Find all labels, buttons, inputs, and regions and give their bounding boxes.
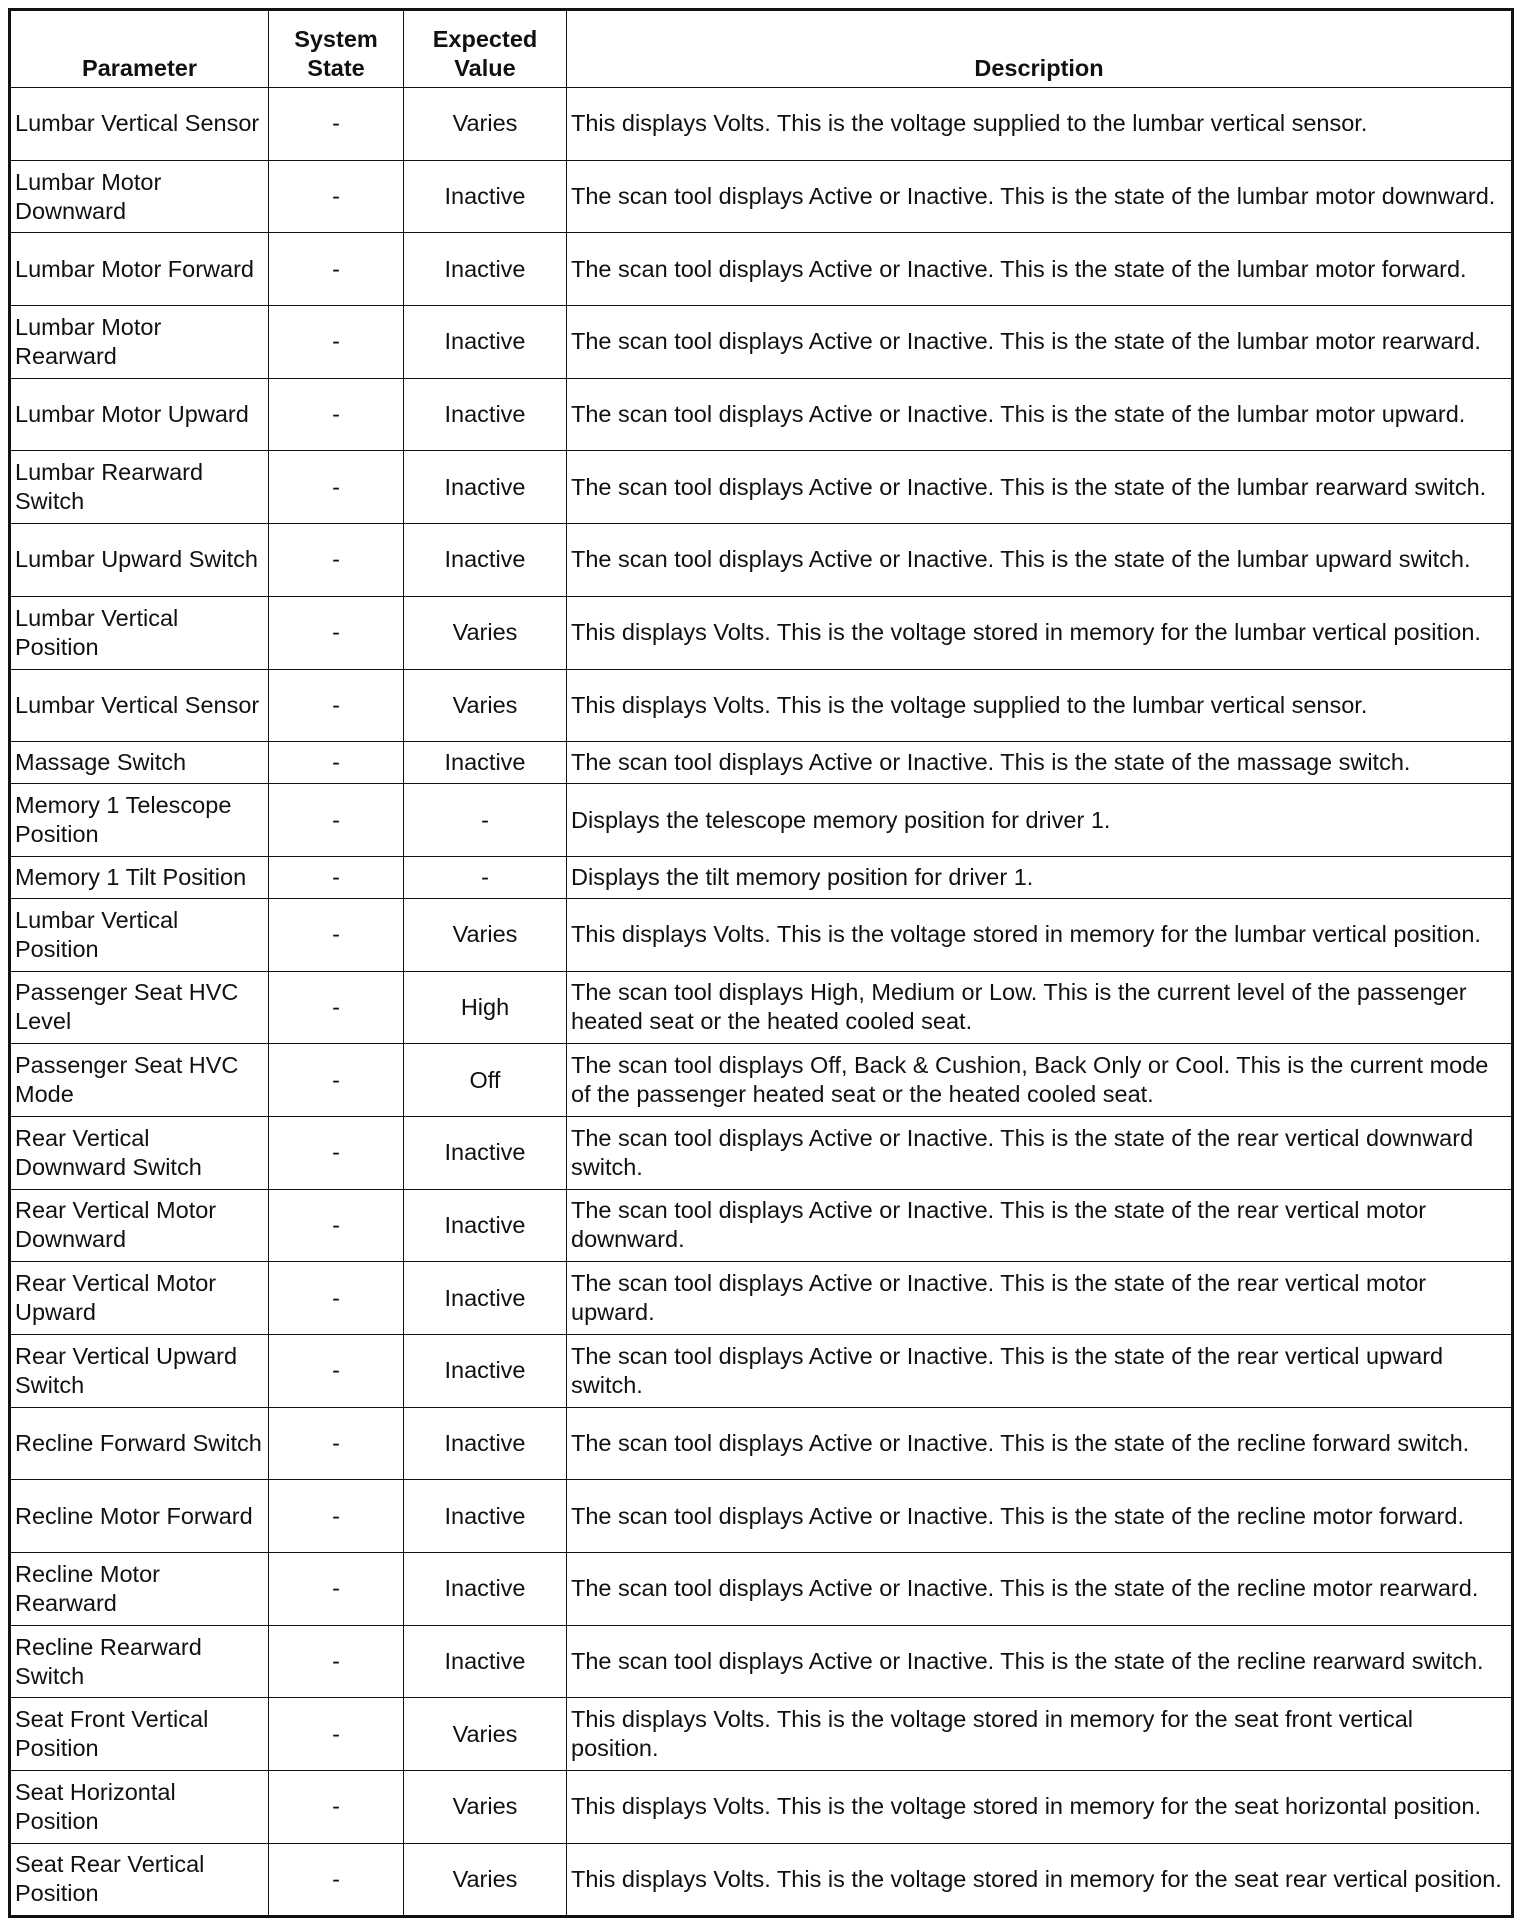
table-row (10, 524, 1513, 597)
description-cell: The scan tool displays Active or Inactive. This is the state of the lumbar motor downward. (567, 160, 1513, 233)
table-row (10, 1189, 1513, 1262)
system-state-cell: - (269, 971, 404, 1044)
system-state-cell: - (269, 1480, 404, 1553)
header-system-state (269, 10, 404, 88)
expected-value-cell: High (404, 971, 567, 1044)
description-cell: The scan tool displays Active or Inactive. This is the state of the rear vertical downward switch. (567, 1116, 1513, 1189)
system-state-cell: - (269, 742, 404, 784)
expected-value-cell: Varies (404, 898, 567, 971)
description-cell: The scan tool displays Active or Inactive. This is the state of the recline motor rearward. (567, 1553, 1513, 1626)
parameter-cell: Lumbar Upward Switch (10, 524, 269, 597)
table-row (10, 1625, 1513, 1698)
parameter-cell: Rear Vertical Downward Switch (10, 1116, 269, 1189)
expected-value-cell: Off (404, 1044, 567, 1117)
system-state-cell: - (269, 1262, 404, 1335)
expected-value-cell: Inactive (404, 1625, 567, 1698)
header-expected-value (404, 10, 567, 88)
parameter-cell: Passenger Seat HVC Mode (10, 1044, 269, 1117)
parameter-cell: Recline Motor Rearward (10, 1553, 269, 1626)
expected-value-cell: Inactive (404, 524, 567, 597)
header-expected-value-line2: Value (454, 55, 516, 81)
table-row (10, 596, 1513, 669)
expected-value-cell: - (404, 784, 567, 857)
system-state-cell: - (269, 856, 404, 898)
system-state-cell: - (269, 160, 404, 233)
parameter-cell: Recline Rearward Switch (10, 1625, 269, 1698)
system-state-cell: - (269, 898, 404, 971)
expected-value-cell: - (404, 856, 567, 898)
parameter-cell: Memory 1 Telescope Position (10, 784, 269, 857)
system-state-cell: - (269, 669, 404, 742)
parameter-cell: Lumbar Motor Rearward (10, 306, 269, 379)
expected-value-cell: Varies (404, 596, 567, 669)
table-header (10, 10, 1513, 88)
table-row (10, 451, 1513, 524)
header-description-label: Description (974, 55, 1104, 81)
parameter-cell: Seat Horizontal Position (10, 1771, 269, 1844)
expected-value-cell: Varies (404, 1771, 567, 1844)
table-body (10, 88, 1513, 1917)
description-cell: This displays Volts. This is the voltage supplied to the lumbar vertical sensor. (567, 88, 1513, 161)
expected-value-cell: Inactive (404, 378, 567, 451)
description-cell: The scan tool displays Active or Inactive. This is the state of the rear vertical motor downward. (567, 1189, 1513, 1262)
description-cell: The scan tool displays Active or Inactive. This is the state of the rear vertical motor upward. (567, 1262, 1513, 1335)
system-state-cell: - (269, 1771, 404, 1844)
system-state-cell: - (269, 1698, 404, 1771)
system-state-cell: - (269, 524, 404, 597)
header-expected-value-line1: Expected (432, 26, 538, 52)
system-state-cell: - (269, 378, 404, 451)
parameter-cell: Passenger Seat HVC Level (10, 971, 269, 1044)
parameter-cell: Rear Vertical Motor Downward (10, 1189, 269, 1262)
table-row (10, 160, 1513, 233)
description-cell: The scan tool displays Off, Back & Cushion, Back Only or Cool. This is the current mode of the passenger heated seat or the heated cooled seat. (567, 1044, 1513, 1117)
parameter-cell: Lumbar Motor Upward (10, 378, 269, 451)
parameter-cell: Recline Motor Forward (10, 1480, 269, 1553)
header-parameter-label: Parameter (82, 55, 197, 81)
table-row (10, 784, 1513, 857)
description-cell: The scan tool displays Active or Inactive. This is the state of the lumbar motor rearward. (567, 306, 1513, 379)
header-system-state-line2: State (307, 55, 365, 81)
table-row (10, 1480, 1513, 1553)
header-description (567, 10, 1513, 88)
description-cell: This displays Volts. This is the voltage stored in memory for the lumbar vertical position. (567, 596, 1513, 669)
table-row (10, 856, 1513, 898)
system-state-cell: - (269, 451, 404, 524)
expected-value-cell: Inactive (404, 1553, 567, 1626)
expected-value-cell: Inactive (404, 1480, 567, 1553)
system-state-cell: - (269, 1843, 404, 1916)
table-row (10, 306, 1513, 379)
parameter-cell: Lumbar Motor Forward (10, 233, 269, 306)
expected-value-cell: Varies (404, 669, 567, 742)
table-row (10, 669, 1513, 742)
expected-value-cell: Inactive (404, 1189, 567, 1262)
system-state-cell: - (269, 1553, 404, 1626)
table-row (10, 1771, 1513, 1844)
expected-value-cell: Varies (404, 88, 567, 161)
system-state-cell: - (269, 1625, 404, 1698)
table-row (10, 1553, 1513, 1626)
description-cell: The scan tool displays Active or Inactive. This is the state of the lumbar motor upward. (567, 378, 1513, 451)
system-state-cell: - (269, 88, 404, 161)
header-system-state-line1: System (294, 26, 378, 52)
table-row (10, 1843, 1513, 1916)
description-cell: The scan tool displays Active or Inactive. This is the state of the recline forward switch. (567, 1407, 1513, 1480)
system-state-cell: - (269, 306, 404, 379)
table-row (10, 233, 1513, 306)
table-row (10, 1262, 1513, 1335)
parameter-cell: Seat Front Vertical Position (10, 1698, 269, 1771)
description-cell: Displays the tilt memory position for driver 1. (567, 856, 1513, 898)
system-state-cell: - (269, 1335, 404, 1408)
expected-value-cell: Inactive (404, 1262, 567, 1335)
parameter-cell: Seat Rear Vertical Position (10, 1843, 269, 1916)
parameter-cell: Lumbar Vertical Position (10, 898, 269, 971)
parameter-cell: Massage Switch (10, 742, 269, 784)
table-row (10, 1116, 1513, 1189)
parameter-cell: Memory 1 Tilt Position (10, 856, 269, 898)
parameter-table (8, 8, 1514, 1918)
description-cell: The scan tool displays Active or Inactive. This is the state of the recline rearward switch. (567, 1625, 1513, 1698)
description-cell: The scan tool displays High, Medium or Low. This is the current level of the passenger heated seat or the heated cooled seat. (567, 971, 1513, 1044)
system-state-cell: - (269, 1044, 404, 1117)
expected-value-cell: Inactive (404, 233, 567, 306)
description-cell: The scan tool displays Active or Inactive. This is the state of the rear vertical upward switch. (567, 1335, 1513, 1408)
description-cell: The scan tool displays Active or Inactive. This is the state of the lumbar rearward switch. (567, 451, 1513, 524)
expected-value-cell: Varies (404, 1698, 567, 1771)
description-cell: This displays Volts. This is the voltage stored in memory for the seat horizontal position. (567, 1771, 1513, 1844)
table-row (10, 1407, 1513, 1480)
description-cell: This displays Volts. This is the voltage stored in memory for the lumbar vertical position. (567, 898, 1513, 971)
system-state-cell: - (269, 1116, 404, 1189)
parameter-cell: Rear Vertical Upward Switch (10, 1335, 269, 1408)
parameter-cell: Recline Forward Switch (10, 1407, 269, 1480)
table-row (10, 1698, 1513, 1771)
expected-value-cell: Inactive (404, 1407, 567, 1480)
parameter-cell: Rear Vertical Motor Upward (10, 1262, 269, 1335)
expected-value-cell: Inactive (404, 1116, 567, 1189)
system-state-cell: - (269, 1189, 404, 1262)
parameter-cell: Lumbar Vertical Sensor (10, 88, 269, 161)
expected-value-cell: Inactive (404, 306, 567, 379)
system-state-cell: - (269, 784, 404, 857)
description-cell: The scan tool displays Active or Inactive. This is the state of the recline motor forward. (567, 1480, 1513, 1553)
table-row (10, 378, 1513, 451)
expected-value-cell: Varies (404, 1843, 567, 1916)
header-row (10, 10, 1513, 88)
table-row (10, 1335, 1513, 1408)
parameter-cell: Lumbar Rearward Switch (10, 451, 269, 524)
table-row (10, 742, 1513, 784)
expected-value-cell: Inactive (404, 160, 567, 233)
system-state-cell: - (269, 1407, 404, 1480)
description-cell: This displays Volts. This is the voltage stored in memory for the seat rear vertical position. (567, 1843, 1513, 1916)
system-state-cell: - (269, 233, 404, 306)
parameter-cell: Lumbar Vertical Position (10, 596, 269, 669)
description-cell: The scan tool displays Active or Inactive. This is the state of the massage switch. (567, 742, 1513, 784)
table-row (10, 88, 1513, 161)
parameter-cell: Lumbar Vertical Sensor (10, 669, 269, 742)
table-row (10, 1044, 1513, 1117)
description-cell: Displays the telescope memory position for driver 1. (567, 784, 1513, 857)
expected-value-cell: Inactive (404, 451, 567, 524)
table-row (10, 971, 1513, 1044)
description-cell: The scan tool displays Active or Inactive. This is the state of the lumbar upward switch. (567, 524, 1513, 597)
description-cell: The scan tool displays Active or Inactive. This is the state of the lumbar motor forward. (567, 233, 1513, 306)
expected-value-cell: Inactive (404, 742, 567, 784)
expected-value-cell: Inactive (404, 1335, 567, 1408)
parameter-cell: Lumbar Motor Downward (10, 160, 269, 233)
header-parameter (10, 10, 269, 88)
table-row (10, 898, 1513, 971)
description-cell: This displays Volts. This is the voltage stored in memory for the seat front vertical position. (567, 1698, 1513, 1771)
description-cell: This displays Volts. This is the voltage supplied to the lumbar vertical sensor. (567, 669, 1513, 742)
system-state-cell: - (269, 596, 404, 669)
